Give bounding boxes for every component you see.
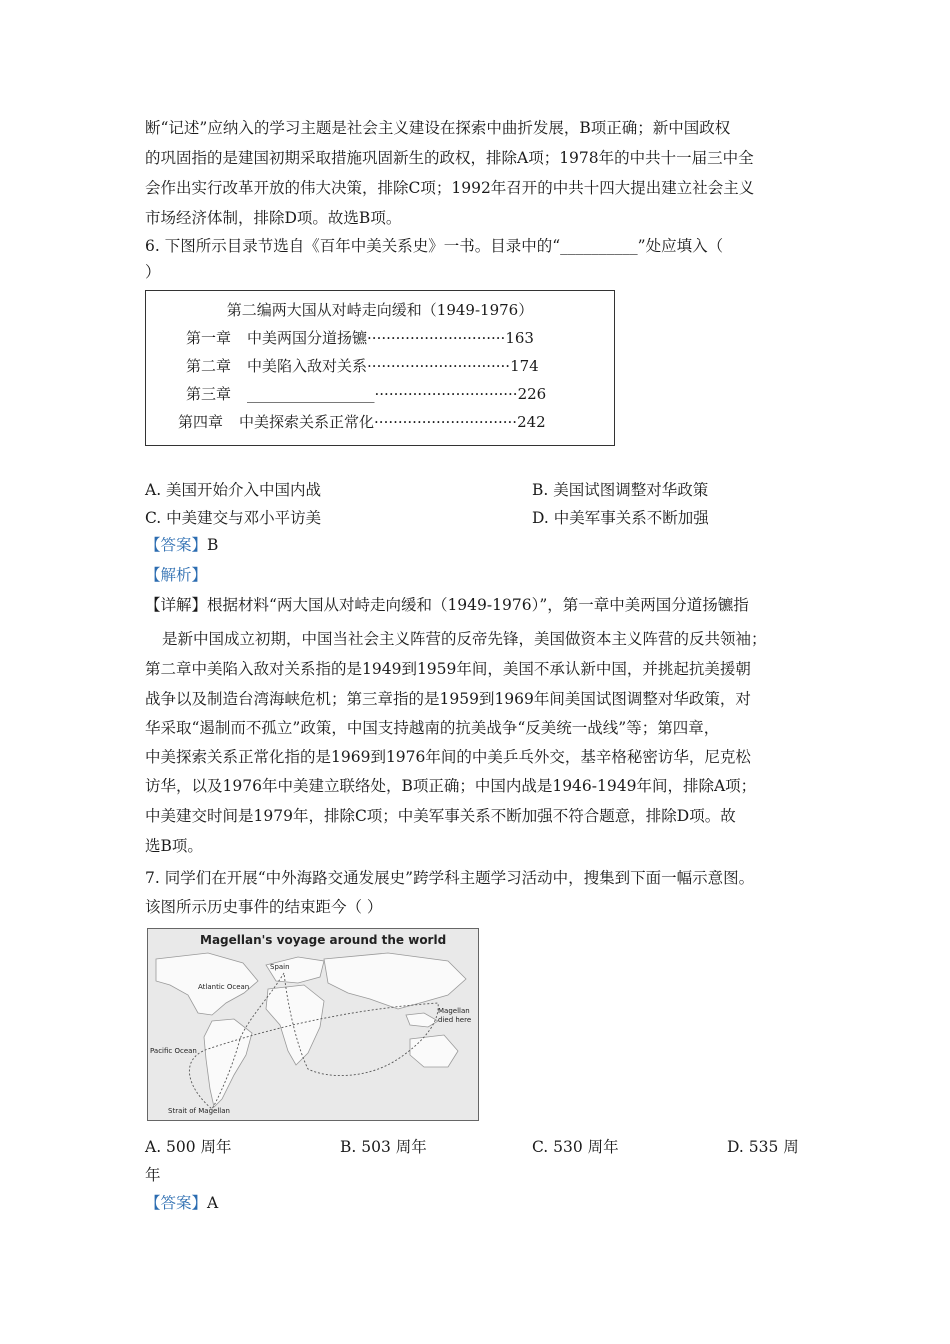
option-a: A. 500 周年 bbox=[145, 1138, 232, 1156]
toc-row bbox=[186, 383, 546, 404]
question-7-stem-cont: 该图所示历史事件的结束距今（ ） bbox=[145, 898, 383, 916]
text-line: 会作出实行改革开放的伟大决策，排除C项；1992年召开的中共十四大提出建立社会主义 bbox=[145, 179, 755, 197]
map-label-spain: Spain bbox=[270, 963, 290, 971]
toc-chapter: 第四章 bbox=[178, 413, 224, 431]
table-of-contents bbox=[145, 290, 615, 446]
detail-line: 战争以及制造台湾海峡危机；第三章指的是1959到1969年间美国试图调整对华政策，对 bbox=[145, 690, 751, 708]
toc-chapter: 第三章 bbox=[186, 385, 232, 403]
answer-value: B bbox=[207, 536, 219, 554]
map-label-atlantic: Atlantic Ocean bbox=[198, 983, 250, 991]
answer-line bbox=[145, 535, 218, 555]
answer-value: A bbox=[207, 1194, 219, 1212]
toc-chapter: 第一章 bbox=[186, 329, 232, 347]
option-b: B. 美国试图调整对华政策 bbox=[532, 481, 709, 499]
map-title: Magellan's voyage around the world bbox=[200, 933, 447, 947]
detail-line: 中美探索关系正常化指的是1969到1976年间的中美乒乓外交，基辛格秘密访华，尼克松 bbox=[145, 748, 751, 766]
text-line: 断“记述”应纳入的学习主题是社会主义建设在探索中曲折发展，B项正确；新中国政权 bbox=[145, 119, 731, 137]
toc-page: 242 bbox=[517, 413, 546, 431]
toc-page: 174 bbox=[510, 357, 539, 375]
toc-title: 第二编两大国从对峙走向缓和（1949-1976） bbox=[226, 301, 534, 319]
toc-chapter-name: 中美陷入敌对关系 bbox=[247, 357, 368, 375]
toc-chapter-name: 中美探索关系正常化 bbox=[239, 413, 375, 431]
toc-leader: ······························ bbox=[374, 413, 518, 431]
detail-line: 中美建交时间是1979年，排除C项；中美军事关系不断加强不符合题意，排除D项。故 bbox=[145, 807, 736, 825]
toc-leader: ····························· bbox=[367, 329, 506, 347]
answer-line bbox=[145, 1193, 218, 1213]
detail-line: 第二章中美陷入敌对关系指的是1949到1959年间，美国不承认新中国，并挑起抗美援朝 bbox=[145, 660, 751, 678]
answer-tag: 【答案】 bbox=[145, 536, 208, 554]
text-line: 的巩固指的是建国初期采取措施巩固新生的政权，排除A项；1978年的中共十一届三中全 bbox=[145, 149, 754, 167]
detail-line: 华采取“遏制而不孤立”政策，中国支持越南的抗美战争“反美统一战线”等；第四章， bbox=[145, 719, 720, 737]
toc-chapter-name: 中美两国分道扬镳 bbox=[247, 329, 368, 347]
answer-tag: 【答案】 bbox=[145, 1194, 208, 1212]
option-b: B. 503 周年 bbox=[340, 1138, 427, 1156]
option-c: C. 530 周年 bbox=[532, 1138, 619, 1156]
toc-row bbox=[178, 411, 546, 432]
map-label-died: died here bbox=[438, 1016, 472, 1024]
toc-row bbox=[186, 327, 534, 348]
toc-page: 163 bbox=[505, 329, 534, 347]
detail-text: 根据材料“两大国从对峙走向缓和（1949-1976）”，第一章中美两国分道扬镳指 bbox=[207, 596, 749, 614]
toc-chapter-blank: _________________ bbox=[247, 385, 375, 403]
detail-line: 访华，以及1976年中美建立联络处，B项正确；中国内战是1946-1949年间，排除A项； bbox=[145, 777, 757, 795]
world-map-image bbox=[147, 928, 479, 1121]
map-label-strait: Strait of Magellan bbox=[168, 1107, 230, 1115]
detail-line: 选B项。 bbox=[145, 837, 203, 855]
toc-leader: ······························ bbox=[374, 385, 518, 403]
toc-chapter: 第二章 bbox=[186, 357, 232, 375]
toc-row bbox=[186, 355, 539, 376]
option-d-cont: 年 bbox=[145, 1166, 161, 1184]
map-graphic bbox=[148, 929, 478, 1120]
detail-tag: 【详解】 bbox=[145, 596, 208, 614]
option-a: A. 美国开始介入中国内战 bbox=[145, 481, 322, 499]
question-7-stem: 7. 同学们在开展“中外海路交通发展史”跨学科主题学习活动中，搜集到下面一幅示意图。 bbox=[145, 869, 755, 887]
text-line: 市场经济体制，排除D项。故选B项。 bbox=[145, 209, 402, 227]
map-label-pacific: Pacific Ocean bbox=[150, 1047, 197, 1055]
option-d: D. 中美军事关系不断加强 bbox=[532, 509, 709, 527]
map-label-magellan: Magellan bbox=[438, 1007, 470, 1015]
question-6-stem-cont: ） bbox=[145, 263, 161, 281]
detail-line bbox=[145, 595, 749, 615]
analysis-tag: 【解析】 bbox=[145, 566, 208, 584]
question-6-stem: 6. 下图所示目录节选自《百年中美关系史》一书。目录中的“__________”处应填入（ bbox=[145, 237, 724, 255]
option-c: C. 中美建交与邓小平访美 bbox=[145, 509, 322, 527]
toc-leader: ······························ bbox=[367, 357, 511, 375]
option-d: D. 535 周 bbox=[727, 1138, 799, 1156]
toc-page: 226 bbox=[517, 385, 547, 403]
detail-line: 是新中国成立初期，中国当社会主义阵营的反帝先锋，美国做资本主义阵营的反共领袖； bbox=[162, 630, 767, 648]
